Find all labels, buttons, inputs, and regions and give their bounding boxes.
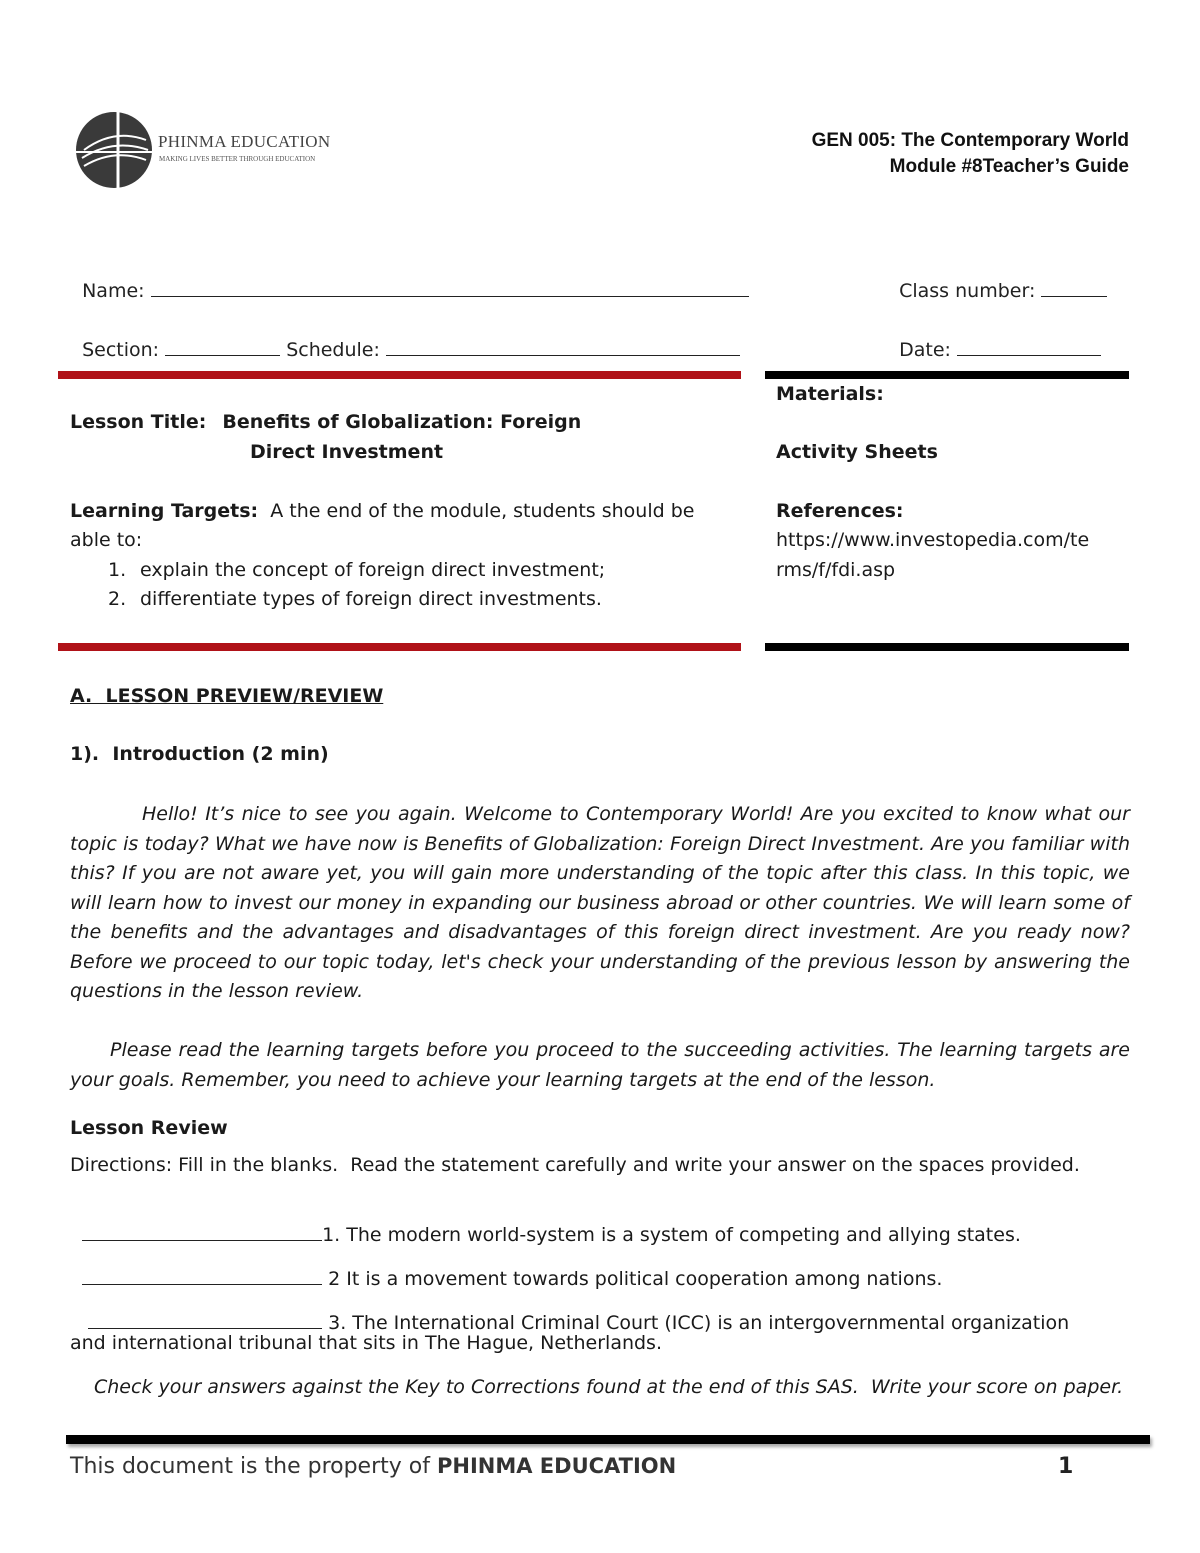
lesson-review-heading: Lesson Review xyxy=(70,1117,228,1139)
target-text: explain the concept of foreign direct investment; xyxy=(140,559,606,581)
course-header xyxy=(812,128,1129,180)
footer-property-note xyxy=(70,1454,676,1479)
references-link-line2[interactable]: rms/f/fdi.asp xyxy=(776,559,896,581)
lesson-title-block xyxy=(70,408,581,437)
review-question-3 xyxy=(76,1288,1069,1334)
introduction-paragraph: Hello! It’s nice to see you again. Welcome to Contemporary World! Are you excited to know what our topic is today? What we have now is Benefits of Globalization: Foreign Direct Investment. Are you familiar with this? If you are not aware yet, you will gain more understanding of the topic after this class. In this topic, we will learn how to invest our money in expanding our business abroad or other countries. We will learn some of the benefits and the advantages and disadvantages of this foreign direct investment. Are you ready now? Before we proceed to our topic today, let's check your understanding of the previous lesson by answering the questions in the lesson review. xyxy=(70,803,1130,1002)
class-number-label: Class number: xyxy=(899,280,1036,302)
references-label: References: xyxy=(776,500,904,522)
learning-targets-intro xyxy=(70,497,694,526)
footer-brand: PHINMA EDUCATION xyxy=(436,1454,677,1478)
review-question-1 xyxy=(70,1200,1021,1246)
section-field xyxy=(70,315,740,361)
materials-label: Materials: xyxy=(776,383,884,405)
review-question-3-continued: and international tribunal that sits in The Hague, Netherlands. xyxy=(70,1332,662,1354)
learning-targets-intro-line1: A the end of the module, students should be xyxy=(270,500,695,522)
logo-tagline: MAKING LIVES BETTER THROUGH EDUCATION xyxy=(159,155,316,163)
top-red-divider xyxy=(58,371,741,379)
introduction-heading: 1). Introduction (2 min) xyxy=(70,743,329,765)
section-a-heading: A. LESSON PREVIEW/REVIEW xyxy=(70,685,384,707)
target-item xyxy=(108,585,602,614)
answer-blank[interactable] xyxy=(82,1266,322,1285)
class-number-field xyxy=(887,256,1107,302)
name-label: Name: xyxy=(82,280,145,302)
schedule-blank[interactable] xyxy=(386,337,740,356)
review-question-2 xyxy=(70,1244,942,1290)
date-field xyxy=(887,315,1101,361)
question-text: 3. The International Criminal Court (ICC) is an intergovernmental organization xyxy=(322,1312,1070,1334)
section-blank[interactable] xyxy=(165,337,280,356)
name-blank[interactable] xyxy=(151,278,749,297)
question-text: 1. The modern world-system is a system of competing and allying states. xyxy=(322,1224,1021,1246)
page-number: 1 xyxy=(1058,1454,1074,1479)
schedule-label: Schedule: xyxy=(286,339,380,361)
footer-divider xyxy=(66,1435,1150,1444)
top-black-divider xyxy=(765,371,1129,379)
materials-value: Activity Sheets xyxy=(776,441,938,463)
course-title: GEN 005: The Contemporary World xyxy=(811,130,1129,151)
module-title: Module #8Teacher’s Guide xyxy=(889,156,1129,177)
check-answers-note: Check your answers against the Key to Corrections found at the end of this SAS. Write your score on paper. xyxy=(94,1376,1124,1398)
learning-targets-intro-line2: able to: xyxy=(70,529,143,551)
bottom-red-divider xyxy=(58,643,741,651)
logo-brand: PHINMA EDUCATION xyxy=(158,132,331,151)
date-label: Date: xyxy=(899,339,951,361)
lesson-title-label: Lesson Title: xyxy=(70,411,207,433)
references-link-line1[interactable]: https://www.investopedia.com/te xyxy=(776,529,1090,551)
target-number: 2. xyxy=(108,588,127,610)
targets-reminder-paragraph: Please read the learning targets before you proceed to the succeeding activities. The learning targets are your goals. Remember, you need to achieve your learning targets at the end of the lesson. xyxy=(70,1039,1130,1091)
name-field xyxy=(70,256,749,302)
question-text: 2 It is a movement towards political cooperation among nations. xyxy=(322,1268,943,1290)
phinma-logo xyxy=(74,110,334,190)
lesson-title-line2: Direct Investment xyxy=(250,441,444,463)
lesson-title-line1: Benefits of Globalization: Foreign xyxy=(222,411,582,433)
answer-blank[interactable] xyxy=(82,1222,322,1241)
learning-targets-label: Learning Targets: xyxy=(70,500,259,522)
section-label: Section: xyxy=(82,339,160,361)
answer-blank[interactable] xyxy=(88,1310,322,1329)
review-directions: Directions: Fill in the blanks. Read the statement carefully and write your answer on the spaces provided. xyxy=(70,1154,1080,1176)
class-number-blank[interactable] xyxy=(1041,278,1107,297)
footer-prefix: This document is the property of xyxy=(70,1454,437,1479)
bottom-black-divider xyxy=(765,643,1129,651)
date-blank[interactable] xyxy=(957,337,1101,356)
target-text: differentiate types of foreign direct investments. xyxy=(140,588,602,610)
target-number: 1. xyxy=(108,559,127,581)
target-item xyxy=(108,556,605,585)
